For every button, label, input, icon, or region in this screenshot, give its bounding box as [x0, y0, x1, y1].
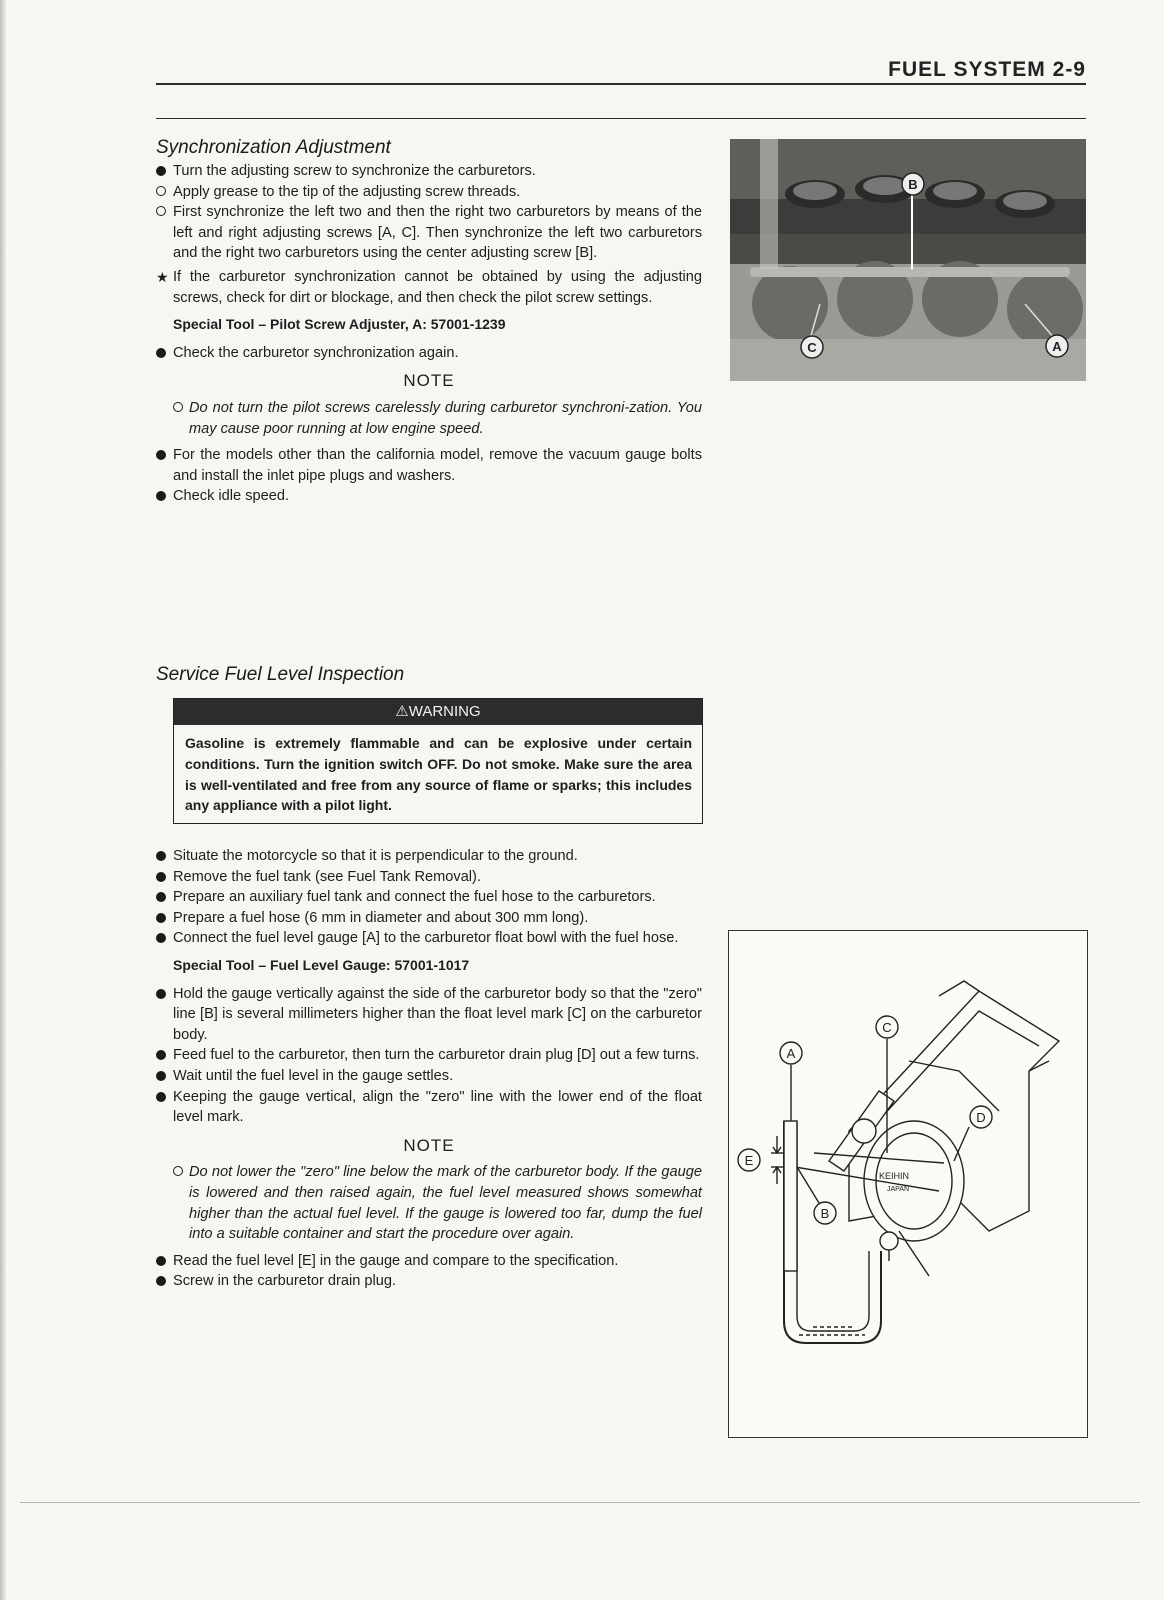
- diagram-label-c: C: [882, 1020, 892, 1035]
- diagram-label-e: E: [744, 1153, 754, 1168]
- bullet-icon: [156, 486, 173, 507]
- bullet-icon: [156, 908, 173, 929]
- bullet-icon: [156, 1251, 173, 1272]
- warning-text: Gasoline is extremely flammable and can be explosive under certain conditions. Turn the ignition switch OFF. Do not smoke. Make sure the area is well-ventilated and free from any source of flame or sparks; this includes any appliance with a pilot light.: [185, 735, 692, 814]
- list-item: Connect the fuel level gauge [A] to the carburetor float bowl with the fuel hose.: [156, 928, 702, 949]
- list-item: ★ If the carburetor synchronization cannot be obtained by using the adjusting screws, check for dirt or blockage, and then check the pilot screw settings.: [156, 267, 702, 308]
- bullet-icon: [156, 928, 173, 949]
- list-item: Hold the gauge vertically against the side of the carburetor body so that the "zero" line [B] is several millimeters higher than the float level mark [C] on the carburetor body.: [156, 984, 702, 1046]
- note-heading: NOTE: [403, 1135, 455, 1155]
- note-heading: NOTE: [403, 371, 455, 391]
- list-item: Remove the fuel tank (see Fuel Tank Removal).: [156, 867, 702, 888]
- photo-label-b: B: [908, 177, 918, 192]
- list-item: Prepare an auxiliary fuel tank and connect the fuel hose to the carburetors.: [156, 887, 702, 908]
- list-item: First synchronize the left two and then the right two carburetors by means of the left and right adjusting screws [A, C]. Then synchronize the left two carburetors and the right two carburetors using the center adjusting screw [B].: [156, 202, 702, 264]
- diagram-label-d: D: [976, 1110, 986, 1125]
- bullet-icon: [156, 1087, 173, 1108]
- page-bottom-rule: [20, 1502, 1140, 1503]
- sync-section-body: [156, 161, 702, 507]
- list-item: Check idle speed.: [156, 486, 702, 507]
- fuel-level-section-title: Service Fuel Level Inspection: [156, 664, 405, 685]
- special-tool: Special Tool – Pilot Screw Adjuster, A: 57001-1239: [173, 316, 506, 333]
- sub-bullet-icon: [156, 202, 173, 223]
- diagram-label-b: B: [820, 1206, 830, 1221]
- list-item: Read the fuel level [E] in the gauge and compare to the specification.: [156, 1251, 702, 1272]
- fuel-level-section-body: [156, 846, 702, 1292]
- header-rule-2: [156, 118, 1086, 119]
- page-title: FUEL SYSTEM 2-9: [888, 58, 1086, 81]
- list-item: Check the carburetor synchronization again.: [156, 343, 702, 364]
- list-item: Feed fuel to the carburetor, then turn the carburetor drain plug [D] out a few turns.: [156, 1045, 702, 1066]
- list-item: Wait until the fuel level in the gauge settles.: [156, 1066, 702, 1087]
- warning-heading: ⚠WARNING: [174, 699, 702, 725]
- list-item: Prepare a fuel hose (6 mm in diameter and about 300 mm long).: [156, 908, 702, 929]
- diagram-brand: KEIHIN: [879, 1171, 910, 1181]
- bullet-icon: [156, 1045, 173, 1066]
- page-edge-shadow: [0, 0, 6, 1600]
- list-item: Turn the adjusting screw to synchronize the carburetors.: [156, 161, 702, 182]
- bullet-icon: [156, 846, 173, 867]
- photo-label-a: A: [1052, 339, 1062, 354]
- list-item: Keeping the gauge vertical, align the "zero" line with the lower end of the float level mark.: [156, 1087, 702, 1128]
- bullet-icon: [156, 984, 173, 1005]
- warning-box: [173, 698, 703, 824]
- fuel-gauge-diagram: [728, 930, 1088, 1438]
- sub-bullet-icon: [173, 1162, 189, 1183]
- list-item: For the models other than the california model, remove the vacuum gauge bolts and install the inlet pipe plugs and washers.: [156, 445, 702, 486]
- bullet-icon: [156, 1271, 173, 1292]
- bullet-icon: [156, 867, 173, 888]
- list-item: Screw in the carburetor drain plug.: [156, 1271, 702, 1292]
- bullet-icon: [156, 1066, 173, 1087]
- list-item: Situate the motorcycle so that it is perpendicular to the ground.: [156, 846, 702, 867]
- header-rule: [156, 83, 1086, 85]
- diagram-label-a: A: [786, 1046, 796, 1061]
- carburetor-photo: [730, 139, 1086, 381]
- photo-label-c: C: [807, 340, 817, 355]
- list-item: Apply grease to the tip of the adjusting screw threads.: [156, 182, 702, 203]
- bullet-icon: [156, 887, 173, 908]
- special-tool: Special Tool – Fuel Level Gauge: 57001-1017: [173, 956, 470, 973]
- star-icon: [156, 267, 173, 289]
- bullet-icon: [156, 343, 173, 364]
- diagram-origin: JAPAN: [887, 1186, 910, 1193]
- note-text: Do not turn the pilot screws carelessly during carburetor synchroni-zation. You may cause poor running at low engine speed.: [156, 398, 702, 439]
- sub-bullet-icon: [173, 398, 189, 419]
- sync-section-title: Synchronization Adjustment: [156, 137, 391, 158]
- bullet-icon: [156, 161, 173, 182]
- bullet-icon: [156, 445, 173, 466]
- note-text: Do not lower the "zero" line below the mark of the carburetor body. If the gauge is lowered and then raised again, the fuel level measured shows somewhat higher than the actual fuel level. If the gauge is lowered too far, dump the fuel into a suitable container and start the procedure over again.: [156, 1162, 702, 1244]
- sub-bullet-icon: [156, 182, 173, 203]
